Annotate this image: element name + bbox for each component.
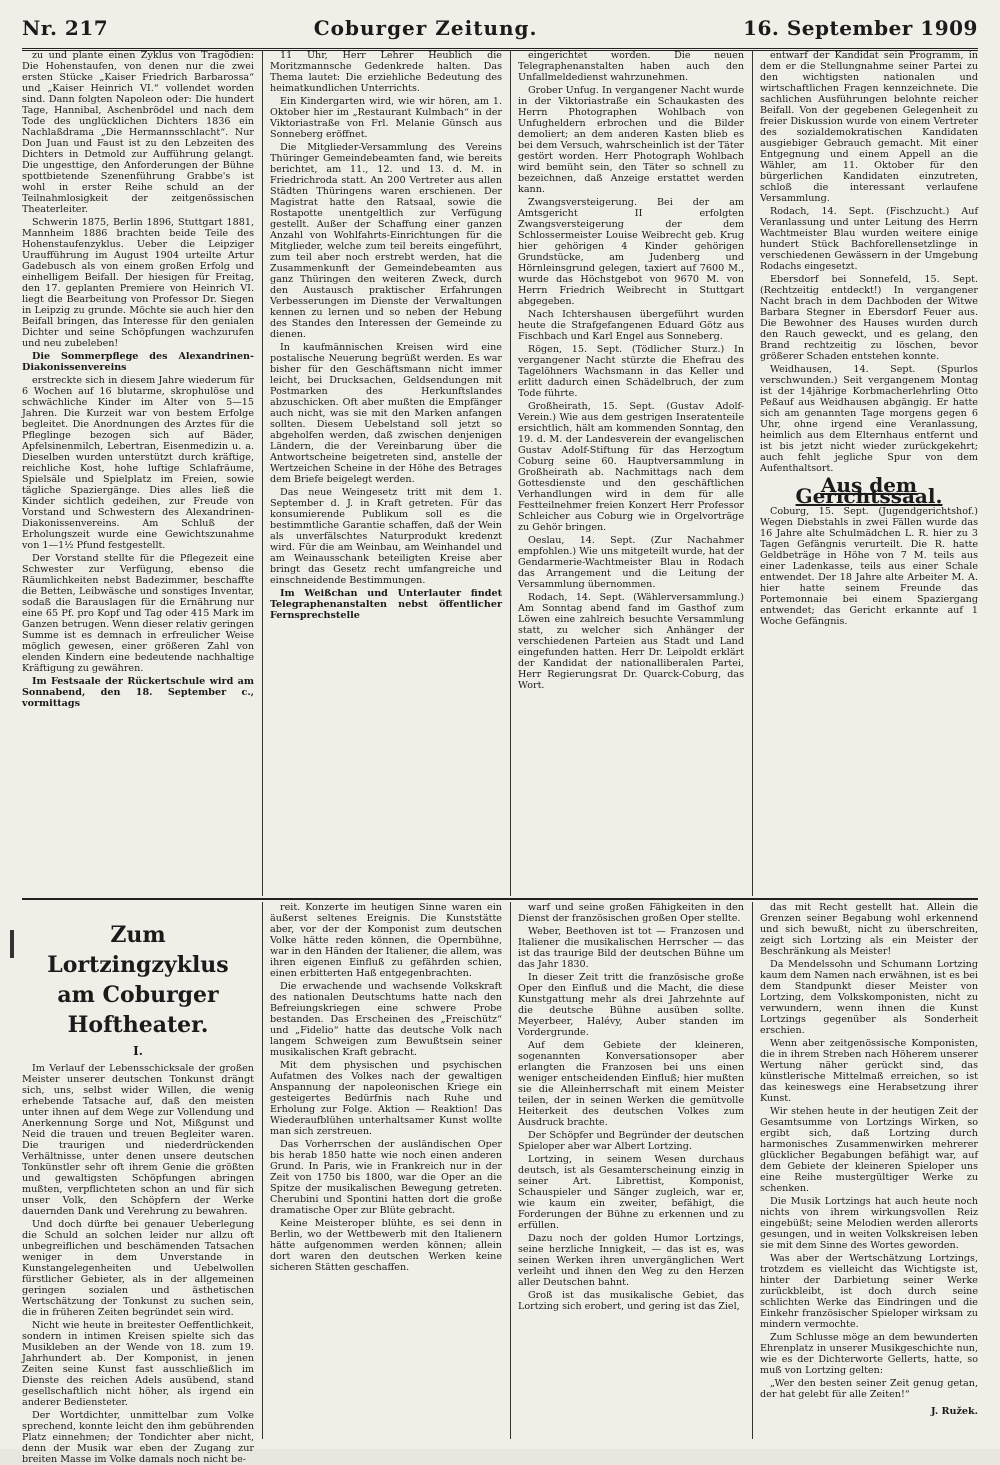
feuilleton-paragraph: Lortzing, in seinem Wesen durchaus deutsch, ist als Gesamterscheinung einzig in seiner Art. Librettist, Komponist, Schauspieler und Sänger zugleich, war er, wie kaum ein zweiter, befähigt, die Forderungen der Bühne zu erkennen und zu erfüllen. — [518, 1154, 744, 1231]
margin-mark — [10, 930, 14, 958]
feuilleton-paragraph: Die erwachende und wachsende Volkskraft des nationalen Deutschtums hatte nach den Befreiungskriegen eine schwere Probe bestanden. Das Erscheinen des „Freischütz“ und „Fidelio“ hatte das deutsche Volk nach langem Schweigen zum Bewußtsein seiner musikalischen Kraft gebracht. — [270, 981, 502, 1058]
feuilleton-paragraph: Zum Schlusse möge an dem bewunderten Ehrenplatz in unserer Musikgeschichte nun, wie es der Dichterworte Gellerts, hatte, so muß von Lortzing gelten: — [760, 1332, 978, 1376]
article-paragraph: Schwerin 1875, Berlin 1896, Stuttgart 1881, Mannheim 1886 brachten beide Teile des Hohenstaufenzyklus. Ueber die Leipziger Uraufführung im August 1904 urteilte Artur Gadebusch als von einem großen Erfolg und einhelligem Beifall. Der hiesigen für Freitag, den 17. geplanten Premiere von Heinrich VI. liegt die Bearbeitung von Professor Dr. Siegen in Leipzig zu grunde. Möchte sie auch hier den Beifall bringen, das Interesse für den genialen Dichter und seine Schöpfungen wachzurufen und neu zubeleben! — [22, 217, 254, 349]
feuilleton-paragraph: warf und seine großen Fähigkeiten in den Dienst der französischen großen Oper stellte. — [518, 902, 744, 924]
feuilleton-paragraph: das mit Recht gestellt hat. Allein die Grenzen seiner Begabung wohl erkennend und sich bewußt, nicht zu überschreiten, zeigt sich Lortzing als ein Meister der Beschränkung als Meister! — [760, 902, 978, 957]
column-rule — [262, 902, 263, 1439]
article-paragraph: 11 Uhr, Herr Lehrer Heublich die Moritzmannsche Gedenkrede halten. Das Thema lautet: Die erziehliche Bedeutung des heimatkundlichen Unterrichts. — [270, 50, 502, 94]
issue-date: 16. September 1909 — [743, 16, 978, 40]
feuilleton-paragraphs-4 — [760, 902, 978, 1400]
article-paragraph: Ein Kindergarten wird, wie wir hören, am 1. Oktober hier im „Restaurant Kulmbach“ in der Viktoriastraße von Frl. Melanie Günsch aus Sonneberg eröffnet. — [270, 96, 502, 140]
column-rule — [510, 50, 511, 896]
feuilleton-paragraph: „Wer den besten seiner Zeit genug getan, der hat gelebt für alle Zeiten!“ — [760, 1378, 978, 1400]
article-paragraph: Oeslau, 14. Sept. (Zur Nachahmer empfohlen.) Wie uns mitgeteilt wurde, hat der Gendarmerie-Wachtmeister Blau in Rodach das Arrangement und die Leitung der Versammlung übernommen. — [518, 535, 744, 590]
article-paragraph: Im Weißchan und Unterlauter findet Telegraphenanstalten nebst öffentlicher Fernsprechstelle — [270, 588, 502, 621]
column-rule — [510, 902, 511, 1439]
article-paragraph: Im Festsaale der Rückertschule wird am Sonnabend, den 18. September c., vormittags — [22, 676, 254, 709]
feuilleton-paragraph: Mit dem physischen und psychischen Aufatmen des Volkes nach der gewaltigen Anspannung der napoleonischen Kriege ein gesteigertes Bedürfnis nach Ruhe und Erholung zur Folge. Aktion — Reaktion! Das Wiederaufblühen unterhaltsamer Kunst wollte man sich zerstreuen. — [270, 1060, 502, 1137]
article-paragraph: Coburg, 15. Sept. (Jugendgerichtshof.) Wegen Diebstahls in zwei Fällen wurde das 16 Jahre alte Schulmädchen L. R. hier zu 3 Tagen Gefängnis verurteilt. Die R. hatte Geldbeträge in Höhe von 7 M. teils aus einer Ladenkasse, teils aus einer Schale entwendet. Der 18 Jahre alte Arbeiter M. A. hier hatte seinem Freunde das Portemonnaie bei einem Spaziergang entwendet; das Gericht erkannte auf 1 Woche Gefängnis. — [760, 506, 978, 627]
section-divider — [22, 898, 978, 900]
column-rule — [752, 902, 753, 1439]
column-rule — [262, 50, 263, 896]
feuilleton-title-line2: am Coburger Hoftheater. — [57, 982, 219, 1038]
feuilleton-paragraph: Groß ist das musikalische Gebiet, das Lortzing sich erobert, und gering ist das Ziel, — [518, 1290, 744, 1312]
feuilleton-paragraph: Dazu noch der golden Humor Lortzings, seine herzliche Innigkeit, — das ist es, was seinen Werken ihren unvergänglichen Wert verleiht und ihnen den Weg zu den Herzen aller Deutschen bahnt. — [518, 1233, 744, 1288]
column-4 — [760, 50, 978, 896]
column-1 — [22, 50, 254, 896]
feuilleton-column-2 — [270, 902, 502, 1439]
feuilleton-paragraph: Nicht wie heute in breitester Oeffentlichkeit, sondern in intimen Kreisen spielte sich das Musikleben an der Wende von 18. zum 19. Jahrhundert ab. Der Komponist, in jenen Zeiten seine Kunst fast ausschließlich im Dienste des reichen Adels ausübend, stand gesellschaftlich nicht höher, als irgend ein anderer Bediensteter. — [22, 1320, 254, 1408]
feuilleton-title — [22, 920, 254, 1040]
feuilleton-paragraph: Der Schöpfer und Begründer der deutschen Spieloper aber war Albert Lortzing. — [518, 1130, 744, 1152]
article-paragraph: Nach Ichtershausen übergeführt wurden heute die Strafgefangenen Eduard Götz aus Fischbach und Karl Engel aus Sonneberg. — [518, 309, 744, 342]
feuilleton-paragraph: Im Verlauf der Lebensschicksale der großen Meister unserer deutschen Tonkunst drängt sich, uns, selbst wider Willen, die wenig erhebende Tatsache auf, daß den meisten unter ihnen auf dem Wege zur Vollendung und Anerkennung Sorge und Not, Mißgunst und Neid die trauen und treuen Begleiter waren. Die traurigen und niederdrückenden Verhältnisse, unter denen unsere deutschen Tonkünstler sehr oft ihrem Genie die größten und gewaltigsten Schöpfungen abringen mußten, verpflichteten schon an und für sich unser Volk, den Schöpfern der Werke dauernden Dank und Verehrung zu bewahren. — [22, 1063, 254, 1217]
feuilleton — [22, 902, 978, 1465]
article-paragraph: Grober Unfug. In vergangener Nacht wurde in der Viktoriastraße ein Schaukasten des Herrn Photographen Wohlbach von Unfugheldern erbrochen und die Bilder demoliert; an dem anderen Kasten blieb es bei dem Versuch, wahrscheinlich ist der Täter gestört worden. Herr Photograph Wohlbach wird bemüht sein, den Täter so schnell zu bezeichnen, daß Anzeige erstattet werden kann. — [518, 85, 744, 195]
feuilleton-paragraph: Auf dem Gebiete der kleineren, sogenannten Konversationsoper aber erlangten die Franzosen bei uns einen weniger entscheidenden Einfluß; hier mußten sie die Alleinherrschaft mit einem Meister teilen, der in seinen Werken die gemütvolle Heiterkeit des deutschen Volkes zum Ausdruck brachte. — [518, 1040, 744, 1128]
article-paragraph: Rodach, 14. Sept. (Fischzucht.) Auf Veranlassung und unter Leitung des Herrn Wachtmeister Blau wurden weitere einige hundert Stück Bachforellensetzlinge in verschiedenen Gewässern in der Umgebung Rodachs eingesetzt. — [760, 206, 978, 272]
feuilleton-paragraphs-1 — [22, 1063, 254, 1465]
feuilleton-paragraph: Wenn aber zeitgenössische Komponisten, die in ihrem Streben nach Höherem unserer Wertung näher gerückt sind, das künstlerische Mittelmaß erreichen, so ist das keineswegs eine Herabsetzung ihrer Kunst. — [760, 1038, 978, 1104]
feuilleton-title-line1: Zum Lortzingzyklus — [47, 922, 229, 978]
upper-columns — [22, 50, 978, 896]
feuilleton-paragraph: Weber, Beethoven ist tot — Franzosen und Italiener die musikalischen Herrscher — das ist das traurige Bild der deutschen Bühne um das Jahr 1830. — [518, 926, 744, 970]
feuilleton-paragraph: reit. Konzerte im heutigen Sinne waren ein äußerst seltenes Ereignis. Die Kunststätte aber, vor der der Komponist zum deutschen Volke hätte reden können, die Opernbühne, war in den Händen der Italiener, die allem, was ihren eigenen Einfluß zu gefährden schien, einen erbitterten Haß entgegenbrachten. — [270, 902, 502, 979]
feuilleton-paragraph: Wir stehen heute in der heutigen Zeit der Gesamtsumme von Lortzings Wirken, so ergibt sich, daß Lortzing durch harmonisches Zusammenwirken mehrerer glücklicher Begabungen befähigt war, auf dem Gebiete der kleineren Spieloper uns eine Reihe mustergültiger Werke zu schenken. — [760, 1106, 978, 1194]
feuilleton-paragraph: Und doch dürfte bei genauer Ueberlegung die Schuld an solchen leider nur allzu oft unbegreiflichen und beschämenden Tatsachen weniger in dem Unverstande in Kunstangelegenheiten und Uebelwollen fürstlicher Gebieter, als in der allgemeinen geringen sozialen und ästhetischen Wertschätzung der Tonkunst zu suchen sein, die in früheren Zeiten begründet sein wird. — [22, 1219, 254, 1318]
article-paragraph: entwarf der Kandidat sein Programm, in dem er die Stellungnahme seiner Partei zu den wichtigsten nationalen und wirtschaftlichen Fragen kennzeichnete. Die sachlichen Ausführungen belohnte reicher Beifall. Von der gegebenen Gelegenheit zu freier Diskussion wurde von einem Vertreter des sozialdemokratischen Kandidaten ausgiebiger Gebrauch gemacht. Mit einer Entgegnung und einem Appell an die Wähler, am 11. Oktober für den bürgerlichen Kandidaten einzutreten, schloß die interessant verlaufene Versammlung. — [760, 50, 978, 204]
feuilleton-paragraph: In dieser Zeit tritt die französische große Oper den Einfluß und die Macht, die diese Kunstgattung mehr als drei Jahrzehnte auf die deutsche Bühne ausüben sollte. Meyerbeer, Halévy, Auber standen im Vordergrunde. — [518, 972, 744, 1038]
article-paragraph: Weidhausen, 14. Sept. (Spurlos verschwunden.) Seit vergangenem Montag ist der 14jährige Korbmacherlehrling Otto Peßauf aus Weidhausen abgängig. Er hatte sich am genannten Tage morgens gegen 6 Uhr, ohne irgend eine Veranlassung, heimlich aus dem Elternhaus entfernt und ist bis jetzt nicht wieder zurückgekehrt; auch fehlt jegliche Spur von dem Aufenthaltsort. — [760, 364, 978, 474]
newspaper-title: Coburger Zeitung. — [313, 16, 538, 40]
part-number: I. — [133, 1044, 143, 1058]
masthead — [22, 8, 978, 51]
article-paragraph: In kaufmännischen Kreisen wird eine postalische Neuerung begrüßt werden. Es war bisher für den Geschäftsmann nicht immer leicht, bei Drucksachen, Geldsendungen mit Postmarken des Herkunftslandes abzuschicken. Oft aber mußten die Empfänger auch nicht, was sie mit den Marken anfangen sollten. Diesem Uebelstand soll jetzt so abgeholfen werden, daß zwischen denjenigen Ländern, die der Vereinbarung über die Antwortscheine beigetreten sind, anstelle der Wertzeichen Scheine in der Höhe des Betrages dem Briefe beigelegt werden. — [270, 342, 502, 485]
feuilleton-column-3 — [518, 902, 744, 1439]
feuilleton-paragraph: Die Musik Lortzings hat auch heute noch nichts von ihrem wirkungsvollen Reiz eingebüßt; seine Melodien werden allerorts gesungen, und in weiten Volkskreisen leben sie mit dem Sinne des Wortes geworden. — [760, 1196, 978, 1251]
article-paragraph: zu und plante einen Zyklus von Tragödien: Die Hohenstaufen, von denen nur die zwei ersten Stücke „Kaiser Friedrich Barbarossa“ und „Kaiser Heinrich VI.“ vollendet worden sind. Dann folgten Napoleon oder: Die hundert Tage, Hannibal, Aschenbrödel und nach dem Tode des unglücklichen Dichters 1836 ein Nachlaßdrama „Die Hermannsschlacht“. Nur Don Juan und Faust ist zu den Lebzeiten des Dichters in Detmold zur Aufführung gelangt. Die ungesttige, den Anforderungen der Bühne spottbietende Szenenführung Grabbe's ist wohl in erster Reihe schuld an der Teilnahmlosigkeit der zeitgenössischen Theaterleiter. — [22, 50, 254, 215]
article-paragraph: Rodach, 14. Sept. (Wählerversammlung.) Am Sonntag abend fand im Gasthof zum Löwen eine zahlreich besuchte Versammlung statt, zu welcher sich Anhänger der verschiedenen Parteien aus Stadt und Land eingefunden hatten. Herr Dr. Leipoldt erklärt der Kandidat der nationalliberalen Partei, Herr Regierungsrat Dr. Quarck-Coburg, das Wort. — [518, 592, 744, 691]
section-heading: Aus dem Gerichtssaal. — [795, 473, 943, 508]
feuilleton-column-1 — [22, 902, 254, 1465]
feuilleton-column-4 — [760, 902, 978, 1439]
article-paragraph: Die Mitglieder-Versammlung des Vereins Thüringer Gemeindebeamten fand, wie bereits berichtet, am 11., 12. und 13. d. M. in Friedrichroda statt. An 200 Vertreter aus allen Städten Thüringens waren erschienen. Der Magistrat hatte den Ratsaal, sowie die Rostapotte unentgeltlich zur Verfügung gestellt. Außer der Schaffung einer ganzen Anzahl von Wohlfahrts-Einrichtungen für die Mitglieder, welche zum teil bereits eingeführt, zum teil aber noch erstrebt werden, hat die Zusammenkunft der Gemeindebeamten aus ganz Thüringen den weiteren Zweck, durch den Austausch praktischer Erfahrungen Verbesserungen im Dienste der Verwaltungen kennen zu lernen und so neben der Hebung des Standes den Interessen der Gemeinde zu dienen. — [270, 142, 502, 340]
article-paragraph: Zwangsversteigerung. Bei der am Amtsgericht II erfolgten Zwangsversteigerung der dem Schlossermeister Louise Weibrecht geb. Krug hier gehörigen 4 Kinder gehörigen Grundstücke, am Judenberg und Hörnleinsgrund gelegen, taxiert auf 7600 M., wurde das Höchstgebot von 9670 M. von Herrn Friedrich Weibrecht in Stuttgart abgegeben. — [518, 197, 744, 307]
author-signature: J. Ružek. — [931, 1406, 978, 1417]
article-paragraph: Großheirath, 15. Sept. (Gustav Adolf-Verein.) Wie aus dem gestrigen Inseratenteile ersichtlich, hält am kommenden Sonntag, den 19. d. M. der Landesverein der evangelischen Gustav Adolf-Stiftung für das Herzogtum Coburg seine 60. Hauptversammlung in Großheirath ab. Nachmittags nach dem Gottesdienste und den geschäftlichen Verhandlungen wird in dem für alle Festteilnehmer freien Konzert Herr Professor Schleicher aus Coburg wie in Orgelvorträge zu Gehör bringen. — [518, 401, 744, 533]
article-paragraph: Das neue Weingesetz tritt mit dem 1. September d. J. in Kraft getreten. Für das konsumierende Publikum soll es die bestimmtliche Garantie schaffen, daß der Wein als unverfälschtes Naturprodukt kredenzt wird. Für die am Weinbau, am Weinhandel und am Weinausschank beteiligten Kreise aber bringt das Gesetz recht umfangreiche und einschneidende Bestimmungen. — [270, 487, 502, 586]
article-paragraph: erstreckte sich in diesem Jahre wiederum für 6 Wochen auf 16 blutarme, skrophulöse und schwächliche Kinder im Alter von 5—15 Jahren. Die Kurzeit war von bestem Erfolge begleitet. Die Anordnungen des Arztes für die Pfleglinge bezogen sich auf Bäder, Apfelsinenmilch, Lebertran, Eisenmedizin u. a. Dieselben wurden unterstützt durch kräftige, reichliche Kost, hohe luftige Schlafräume, Spielsäle und Spielplatz im Freien, sowie tägliche Spaziergänge. Dies alles ließ die Kinder sichtlich gedeihen, zur Freude von Vorstand und Schwestern des Alexandrinen-Diakonissenvereins. Am Schluß der Erholungszeit wurde eine Gewichtszunahme von 1—1½ Pfund festgestellt. — [22, 375, 254, 551]
feuilleton-paragraph: Was aber der Wertschätzung Lortzings, trotzdem es vielleicht das Wichtigste ist, hinter der Darbietung seiner Werke zurückbleibt, ist doch durch seine schlichten Werke das Eindringen und die Einkehr französischer Spieloper wirksam zu mindern vermochte. — [760, 1253, 978, 1330]
column-rule — [752, 50, 753, 896]
article-paragraph: Rögen, 15. Sept. (Tödlicher Sturz.) In vergangener Nacht stürzte die Ehefrau des Tagelöhners Wachsmann in das Keller und erlitt dadurch einen Schädelbruch, der zum Tode führte. — [518, 344, 744, 399]
article-paragraph: Die Sommerpflege des Alexandrinen-Diakonissenvereins — [22, 351, 254, 373]
article-paragraph: eingerichtet worden. Die neuen Telegraphenanstalten haben auch den Unfallmeldedienst wahrzunehmen. — [518, 50, 744, 83]
column-3 — [518, 50, 744, 896]
issue-number: Nr. 217 — [22, 16, 109, 40]
feuilleton-paragraph: Da Mendelssohn und Schumann Lortzing kaum dem Namen nach erwähnen, ist es bei dem Standpunkt dieser Meister von Lortzing, dem Volkskomponisten, nicht zu verwundern, wenn ihnen die Kunst Lortzings gegenüber als Sonderheit erschien. — [760, 959, 978, 1036]
feuilleton-paragraph: Keine Meisteroper blühte, es sei denn in Berlin, wo der Wettbewerb mit den Italienern hätte aufgenommen werden können; allein dort waren den deutschen Werken keine sicheren Stätten geschaffen. — [270, 1218, 502, 1273]
article-paragraph: Der Vorstand stellte für die Pflegezeit eine Schwester zur Verfügung, ebenso die Räumlichkeiten nebst Badezimmer, beschaffte die Betten, Leibwäsche und sonstiges Inventar, sodaß die Barauslagen für die Ernährung nur eine 65 Pf. pro Kopf und Tag oder 415 Mark im Ganzen betrugen. Wenn dieser relativ geringen Summe ist es demnach in erfreulicher Weise möglich gewesen, einer größeren Zahl von elenden Kindern eine bedeutende nachhaltige Kräftigung zu gewähren. — [22, 553, 254, 674]
feuilleton-paragraph: Das Vorherrschen der ausländischen Oper bis herab 1850 hatte wie noch einen anderen Grund. In Paris, wie in Frankreich nur in der Zeit von 1750 bis 1800, war die Oper an die Spitze der musikalischen Bewegung getreten. Cherubini und Spontini hatten dort die große dramatische Oper zur Blüte gebracht. — [270, 1139, 502, 1216]
feuilleton-paragraph: Der Wortdichter, unmittelbar zum Volke sprechend, konnte leicht den ihm gebührenden Platz einnehmen; der Tondichter aber nicht, denn der Musik war eben der Zugang zur breiten Masse im Volke damals noch nicht be- — [22, 1410, 254, 1465]
article-paragraph: Ebersdorf bei Sonnefeld, 15. Sept. (Rechtzeitig entdeckt!) In vergangener Nacht brach in dem Dachboden der Witwe Barbara Stegner in Ebersdorf Feuer aus. Die Bewohner des Hauses wurden durch den Rauch geweckt, und es gelang, den Brand rechtzeitig zu löschen, bevor größerer Schaden entstehen konnte. — [760, 274, 978, 362]
column-2 — [270, 50, 502, 896]
